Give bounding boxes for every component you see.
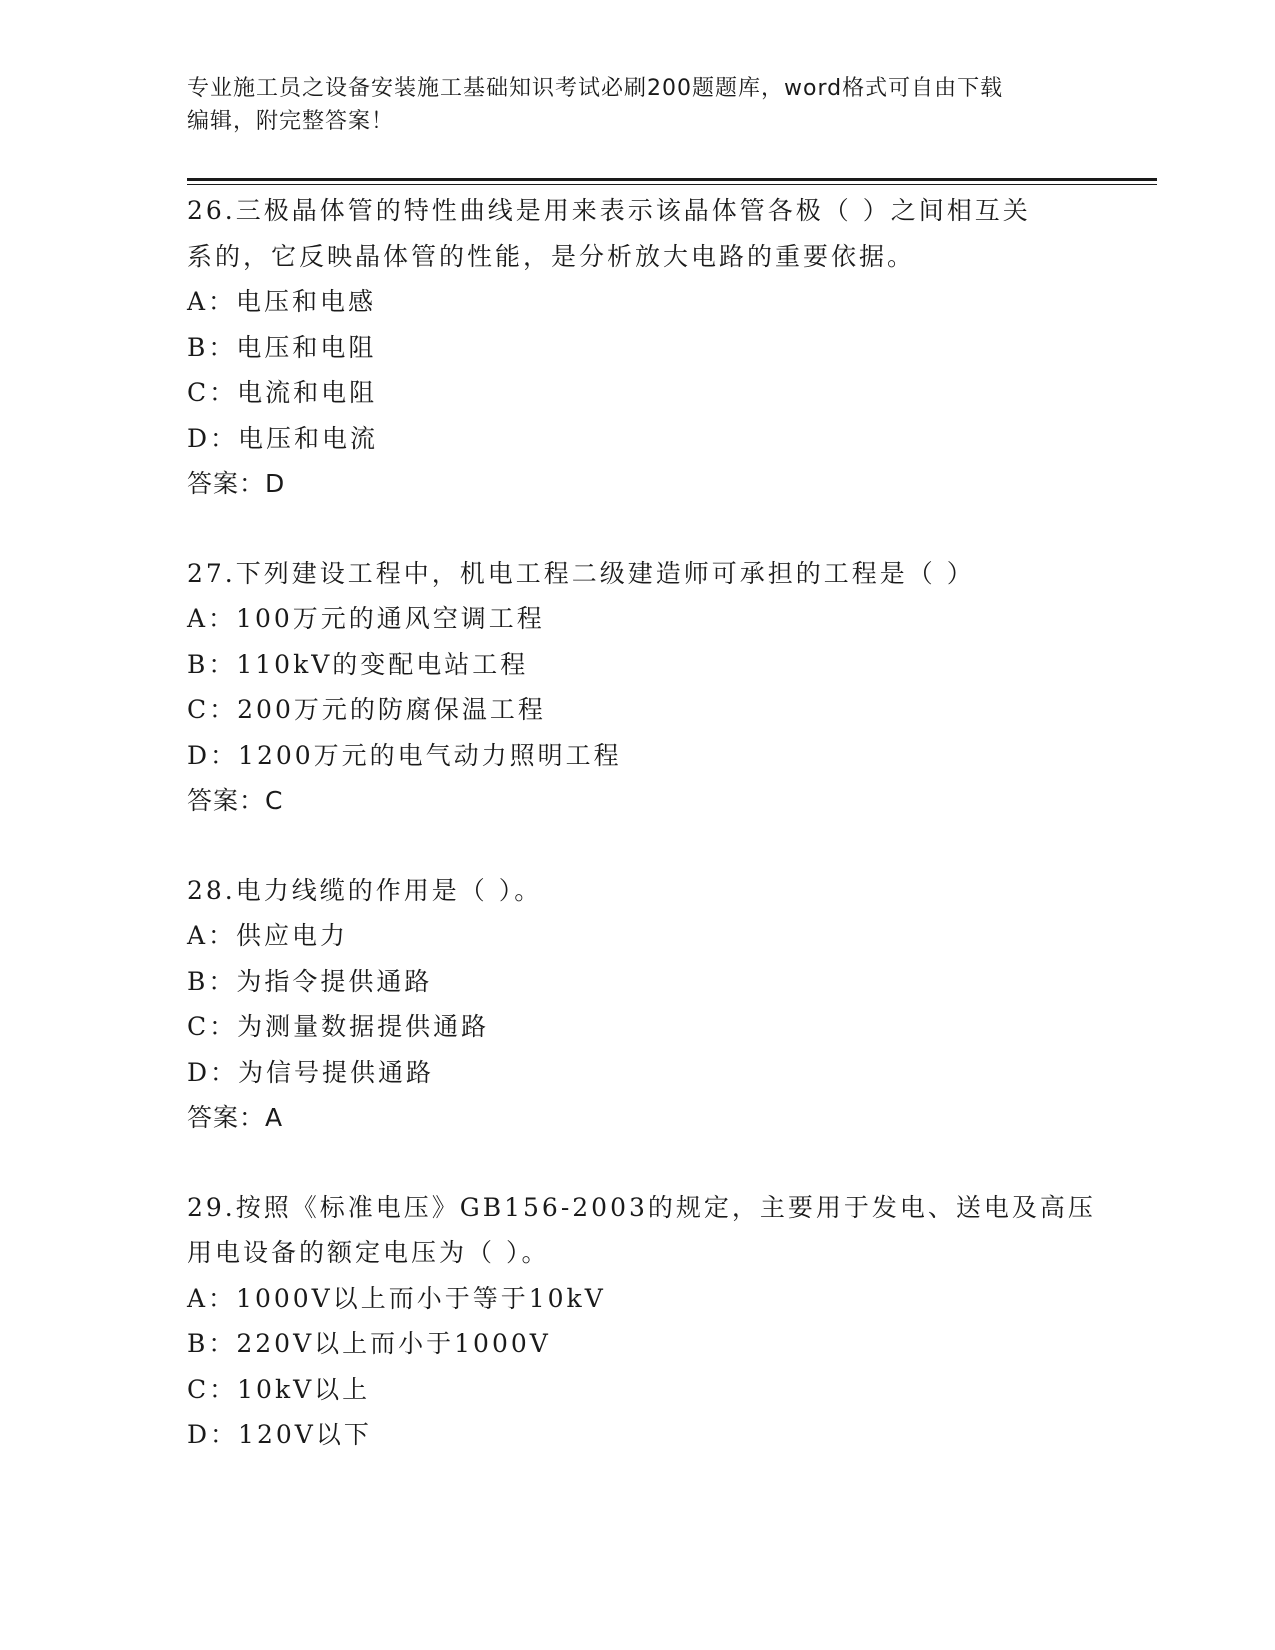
answer: 答案：C bbox=[187, 786, 284, 815]
option-b: B：为指令提供通路 bbox=[187, 966, 433, 996]
question-stem: 用电设备的额定电压为（ ）。 bbox=[187, 1238, 550, 1267]
header-divider-thin bbox=[187, 184, 1157, 185]
answer: 答案：A bbox=[187, 1103, 284, 1132]
option-a: A：供应电力 bbox=[187, 921, 349, 950]
option-c: C：电流和电阻 bbox=[187, 378, 378, 407]
option-d: D：120V以下 bbox=[187, 1420, 372, 1449]
question-27 bbox=[187, 551, 1087, 824]
question-stem: 系的，它反映晶体管的性能，是分析放大电路的重要依据。 bbox=[187, 241, 916, 271]
question-stem: 27.下列建设工程中，机电工程二级建造师可承担的工程是（ ） bbox=[187, 558, 975, 588]
question-29 bbox=[187, 1185, 1096, 1458]
header-divider-thick bbox=[187, 178, 1157, 181]
question-list bbox=[187, 188, 1096, 1502]
option-b: B：电压和电阻 bbox=[187, 332, 377, 362]
option-c: C：为测量数据提供通路 bbox=[187, 1012, 490, 1041]
option-d: D：电压和电流 bbox=[187, 423, 379, 453]
question-stem: 28.电力线缆的作用是（ ）。 bbox=[187, 875, 543, 905]
option-a: A：1000V以上而小于等于10kV bbox=[187, 1283, 606, 1313]
question-28 bbox=[187, 868, 1087, 1141]
document-header bbox=[187, 72, 1067, 138]
header-line-1: 专业施工员之设备安装施工基础知识考试必刷200题题库，word格式可自由下载 bbox=[187, 76, 1004, 101]
option-d: D：1200万元的电气动力照明工程 bbox=[187, 740, 622, 770]
answer: 答案：D bbox=[187, 469, 286, 498]
option-a: A：100万元的通风空调工程 bbox=[187, 604, 545, 633]
option-a: A：电压和电感 bbox=[187, 287, 377, 316]
question-stem: 29.按照《标准电压》GB156-2003的规定，主要用于发电、送电及高压 bbox=[187, 1192, 1096, 1222]
option-c: C：10kV以上 bbox=[187, 1374, 371, 1404]
question-stem: 26.三极晶体管的特性曲线是用来表示该晶体管各极（ ）之间相互关 bbox=[187, 196, 1031, 225]
question-26 bbox=[187, 188, 1087, 507]
option-b: B：110kV的变配电站工程 bbox=[187, 649, 529, 679]
option-b: B：220V以上而小于1000V bbox=[187, 1329, 551, 1358]
option-d: D：为信号提供通路 bbox=[187, 1057, 435, 1087]
option-c: C：200万元的防腐保温工程 bbox=[187, 695, 546, 724]
header-line-2: 编辑，附完整答案！ bbox=[187, 109, 395, 134]
